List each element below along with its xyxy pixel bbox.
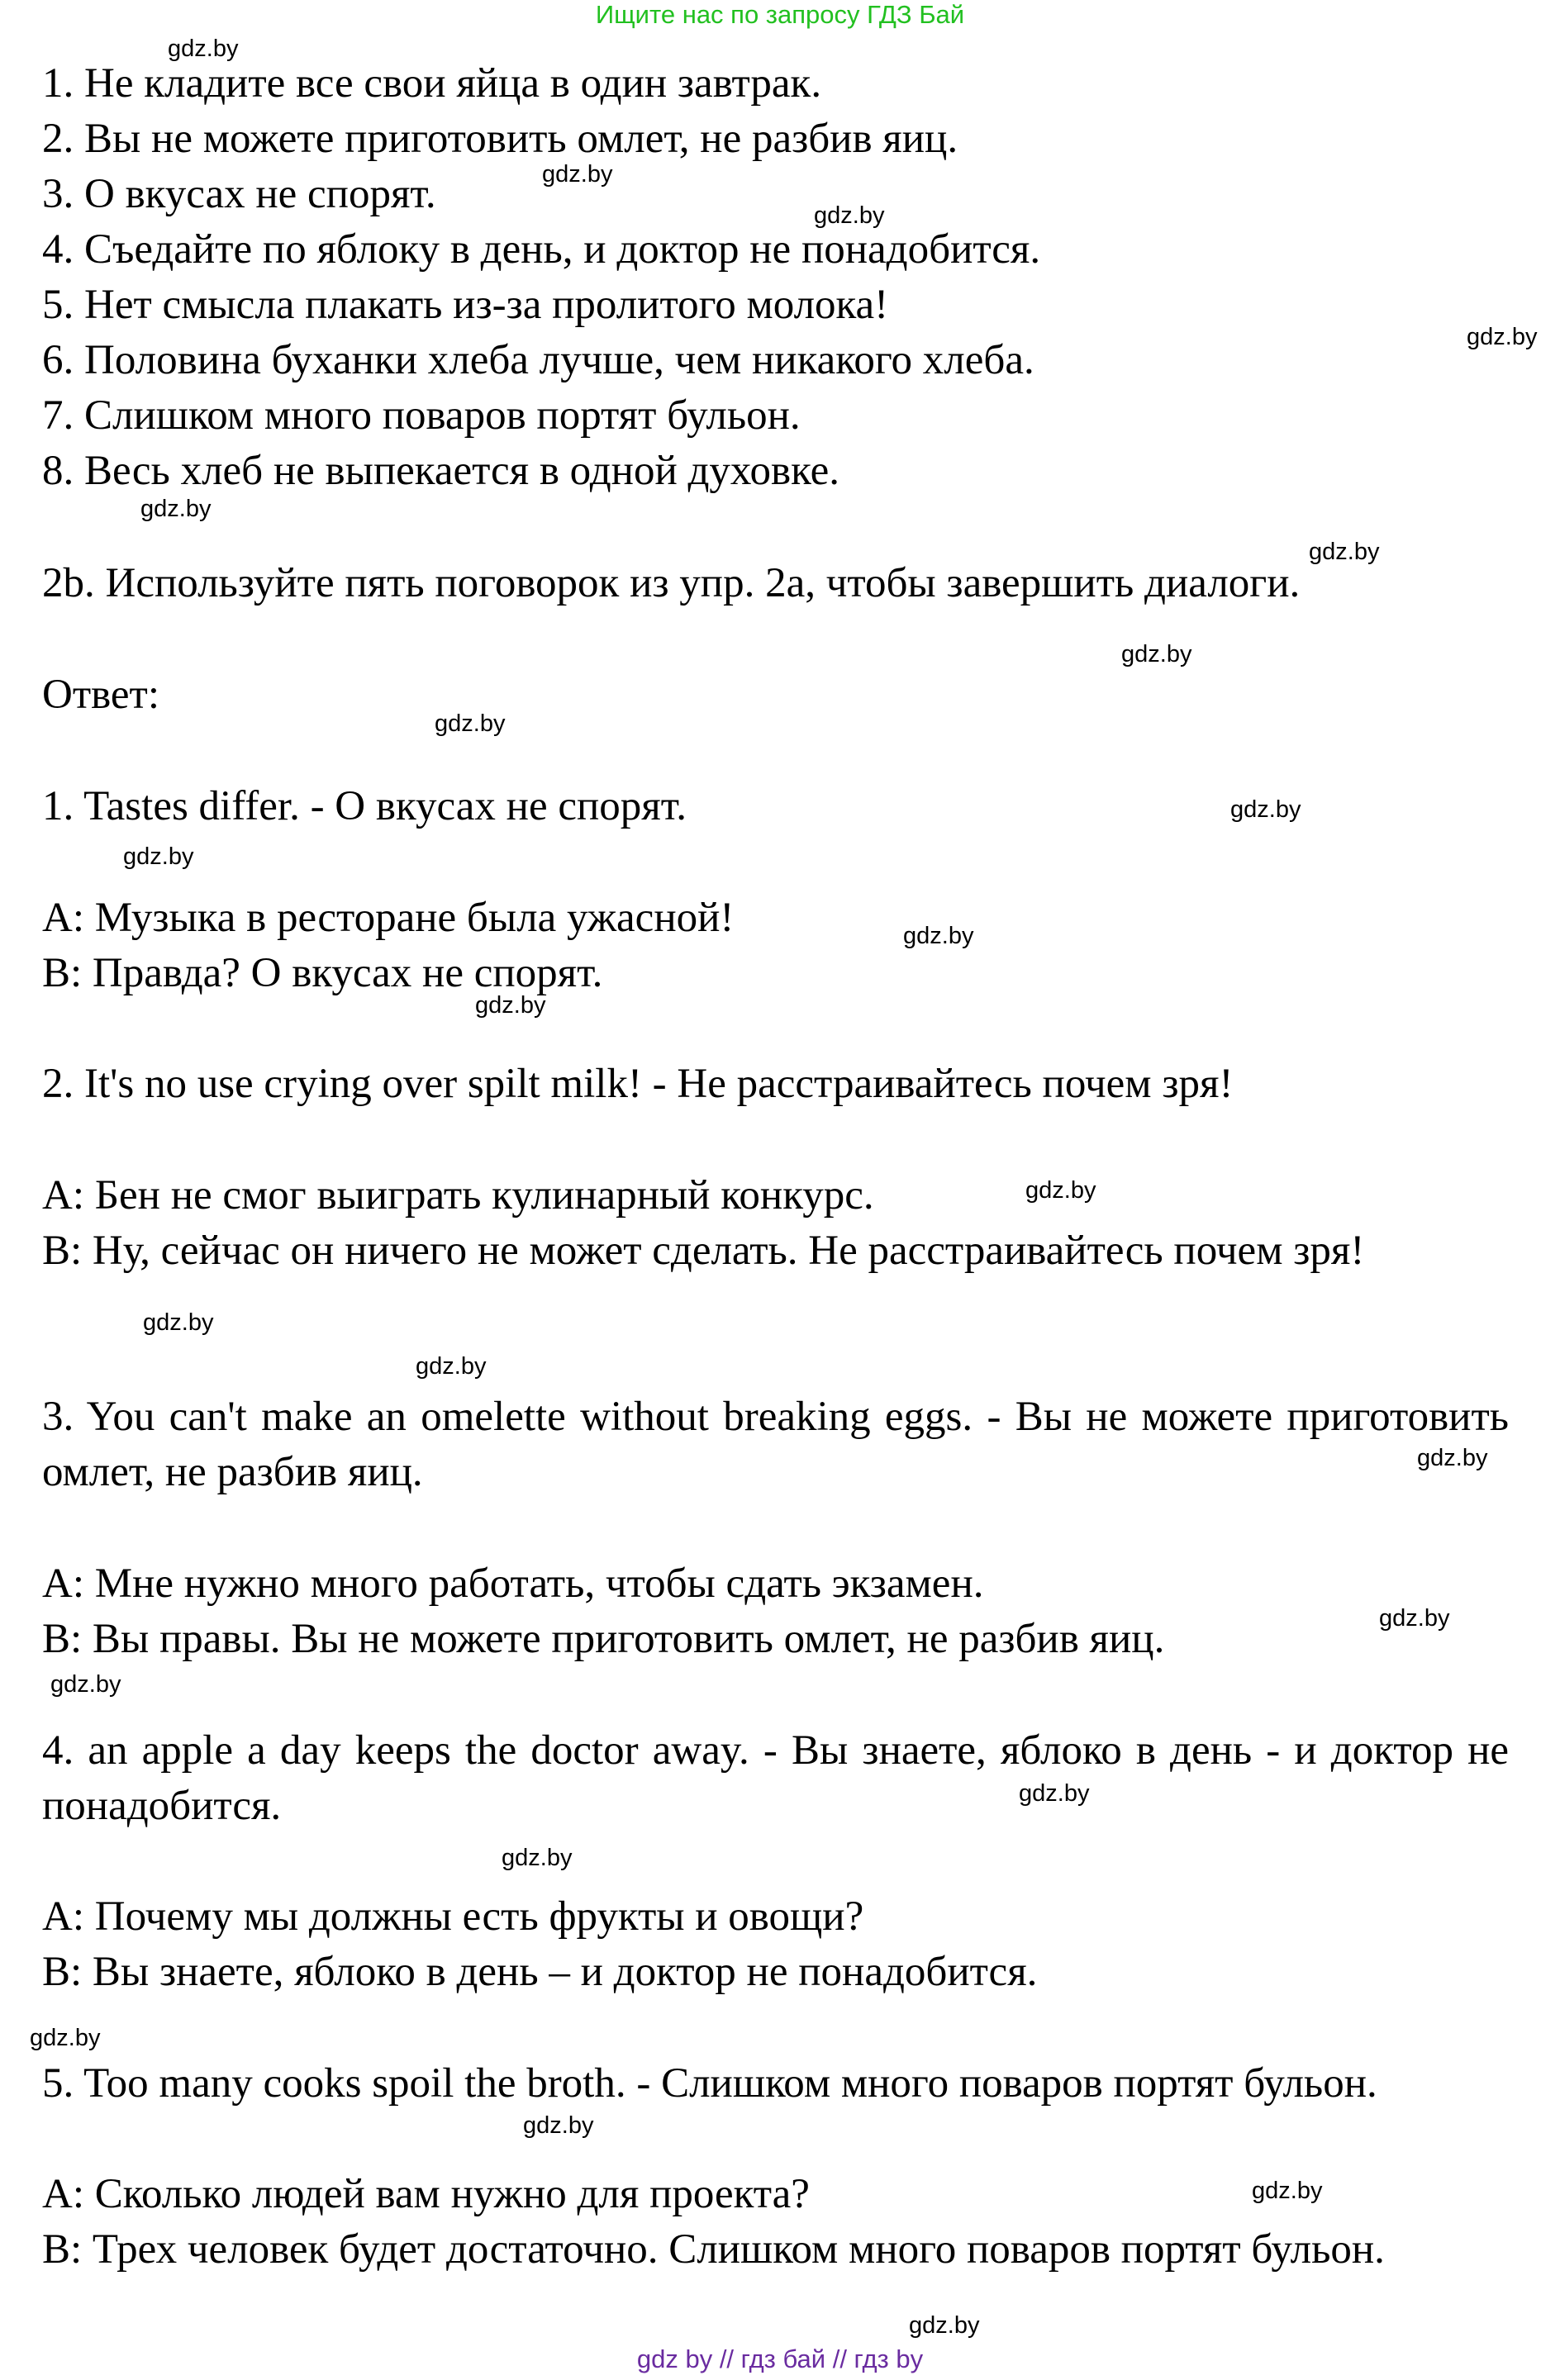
watermark: gdz.by	[1230, 796, 1301, 823]
watermark: gdz.by	[502, 1845, 573, 1871]
item-4-line-b: В: Вы знаете, яблоко в день – и доктор не понадобится.	[42, 1949, 1038, 1995]
footer-links[interactable]: gdz by // гдз бай // гдз by	[636, 2344, 924, 2373]
watermark: gdz.by	[143, 1309, 214, 1336]
answer-label: Ответ:	[42, 672, 159, 718]
item-5-heading: 5. Too many cooks spoil the broth. - Слишком много поваров портят бульон.	[42, 2060, 1377, 2107]
item-2-line-b: В: Ну, сейчас он ничего не может сделать. Не расстраивайтесь почем зря!	[42, 1228, 1365, 1274]
item-5-line-a: А: Сколько людей вам нужно для проекта?	[42, 2171, 810, 2217]
watermark: gdz.by	[1025, 1177, 1096, 1204]
watermark: gdz.by	[814, 202, 885, 229]
watermark: gdz.by	[1379, 1605, 1450, 1632]
watermark: gdz.by	[1417, 1445, 1488, 1471]
watermark: gdz.by	[30, 2025, 101, 2051]
watermark: gdz.by	[903, 923, 974, 949]
item-4-heading: 4. an apple a day keeps the doctor away. - Вы знаете, яблоко в день - и доктор не понадобится.	[42, 1727, 1509, 1829]
task-heading: 2b. Используйте пять поговорок из упр. 2а, чтобы завершить диалоги.	[42, 560, 1301, 606]
watermark: gdz.by	[50, 1671, 121, 1698]
item-1-heading: 1. Tastes differ. - О вкусах не спорят.	[42, 783, 687, 829]
item-3-heading: 3. You can't make an omelette without breaking eggs. - Вы не можете приготовить омлет, не разбив яиц.	[42, 1394, 1509, 1495]
watermark: gdz.by	[523, 2112, 594, 2139]
proverb-4: 4. Съедайте по яблоку в день, и доктор не понадобится.	[42, 226, 1041, 273]
item-1-line-a: А: Музыка в ресторане была ужасной!	[42, 895, 735, 941]
proverb-8: 8. Весь хлеб не выпекается в одной духовке.	[42, 448, 839, 494]
item-3-line-a: А: Мне нужно много работать, чтобы сдать экзамен.	[42, 1561, 984, 1607]
watermark: gdz.by	[1309, 539, 1380, 565]
watermark: gdz.by	[909, 2312, 980, 2339]
watermark: gdz.by	[416, 1353, 487, 1380]
item-4-line-a: А: Почему мы должны есть фрукты и овощи?	[42, 1893, 864, 1940]
watermark: gdz.by	[1019, 1780, 1090, 1807]
watermark: gdz.by	[475, 992, 546, 1019]
top-banner[interactable]: Ищите нас по запросу ГДЗ Бай	[595, 0, 965, 29]
proverb-6: 6. Половина буханки хлеба лучше, чем никакого хлеба.	[42, 337, 1034, 383]
proverb-5: 5. Нет смысла плакать из-за пролитого молока!	[42, 282, 889, 328]
item-5-line-b: В: Трех человек будет достаточно. Слишком много поваров портят бульон.	[42, 2226, 1385, 2273]
proverb-2: 2. Вы не можете приготовить омлет, не разбив яиц.	[42, 116, 958, 162]
item-2-heading: 2. It's no use crying over spilt milk! - Не расстраивайтесь почем зря!	[42, 1061, 1234, 1107]
watermark: gdz.by	[168, 36, 239, 62]
item-3-line-b: В: Вы правы. Вы не можете приготовить омлет, не разбив яиц.	[42, 1616, 1165, 1662]
proverb-1: 1. Не кладите все свои яйца в один завтрак.	[42, 60, 822, 107]
item-2-line-a: А: Бен не смог выиграть кулинарный конкурс.	[42, 1172, 874, 1219]
watermark: gdz.by	[1467, 324, 1538, 350]
proverb-7: 7. Слишком много поваров портят бульон.	[42, 392, 801, 439]
watermark: gdz.by	[123, 843, 194, 870]
watermark: gdz.by	[140, 496, 212, 522]
watermark: gdz.by	[542, 161, 613, 188]
watermark: gdz.by	[1121, 641, 1192, 667]
item-1-line-b: В: Правда? О вкусах не спорят.	[42, 950, 603, 996]
proverb-3: 3. О вкусах не спорят.	[42, 171, 436, 217]
watermark: gdz.by	[435, 710, 506, 737]
watermark: gdz.by	[1252, 2178, 1323, 2204]
